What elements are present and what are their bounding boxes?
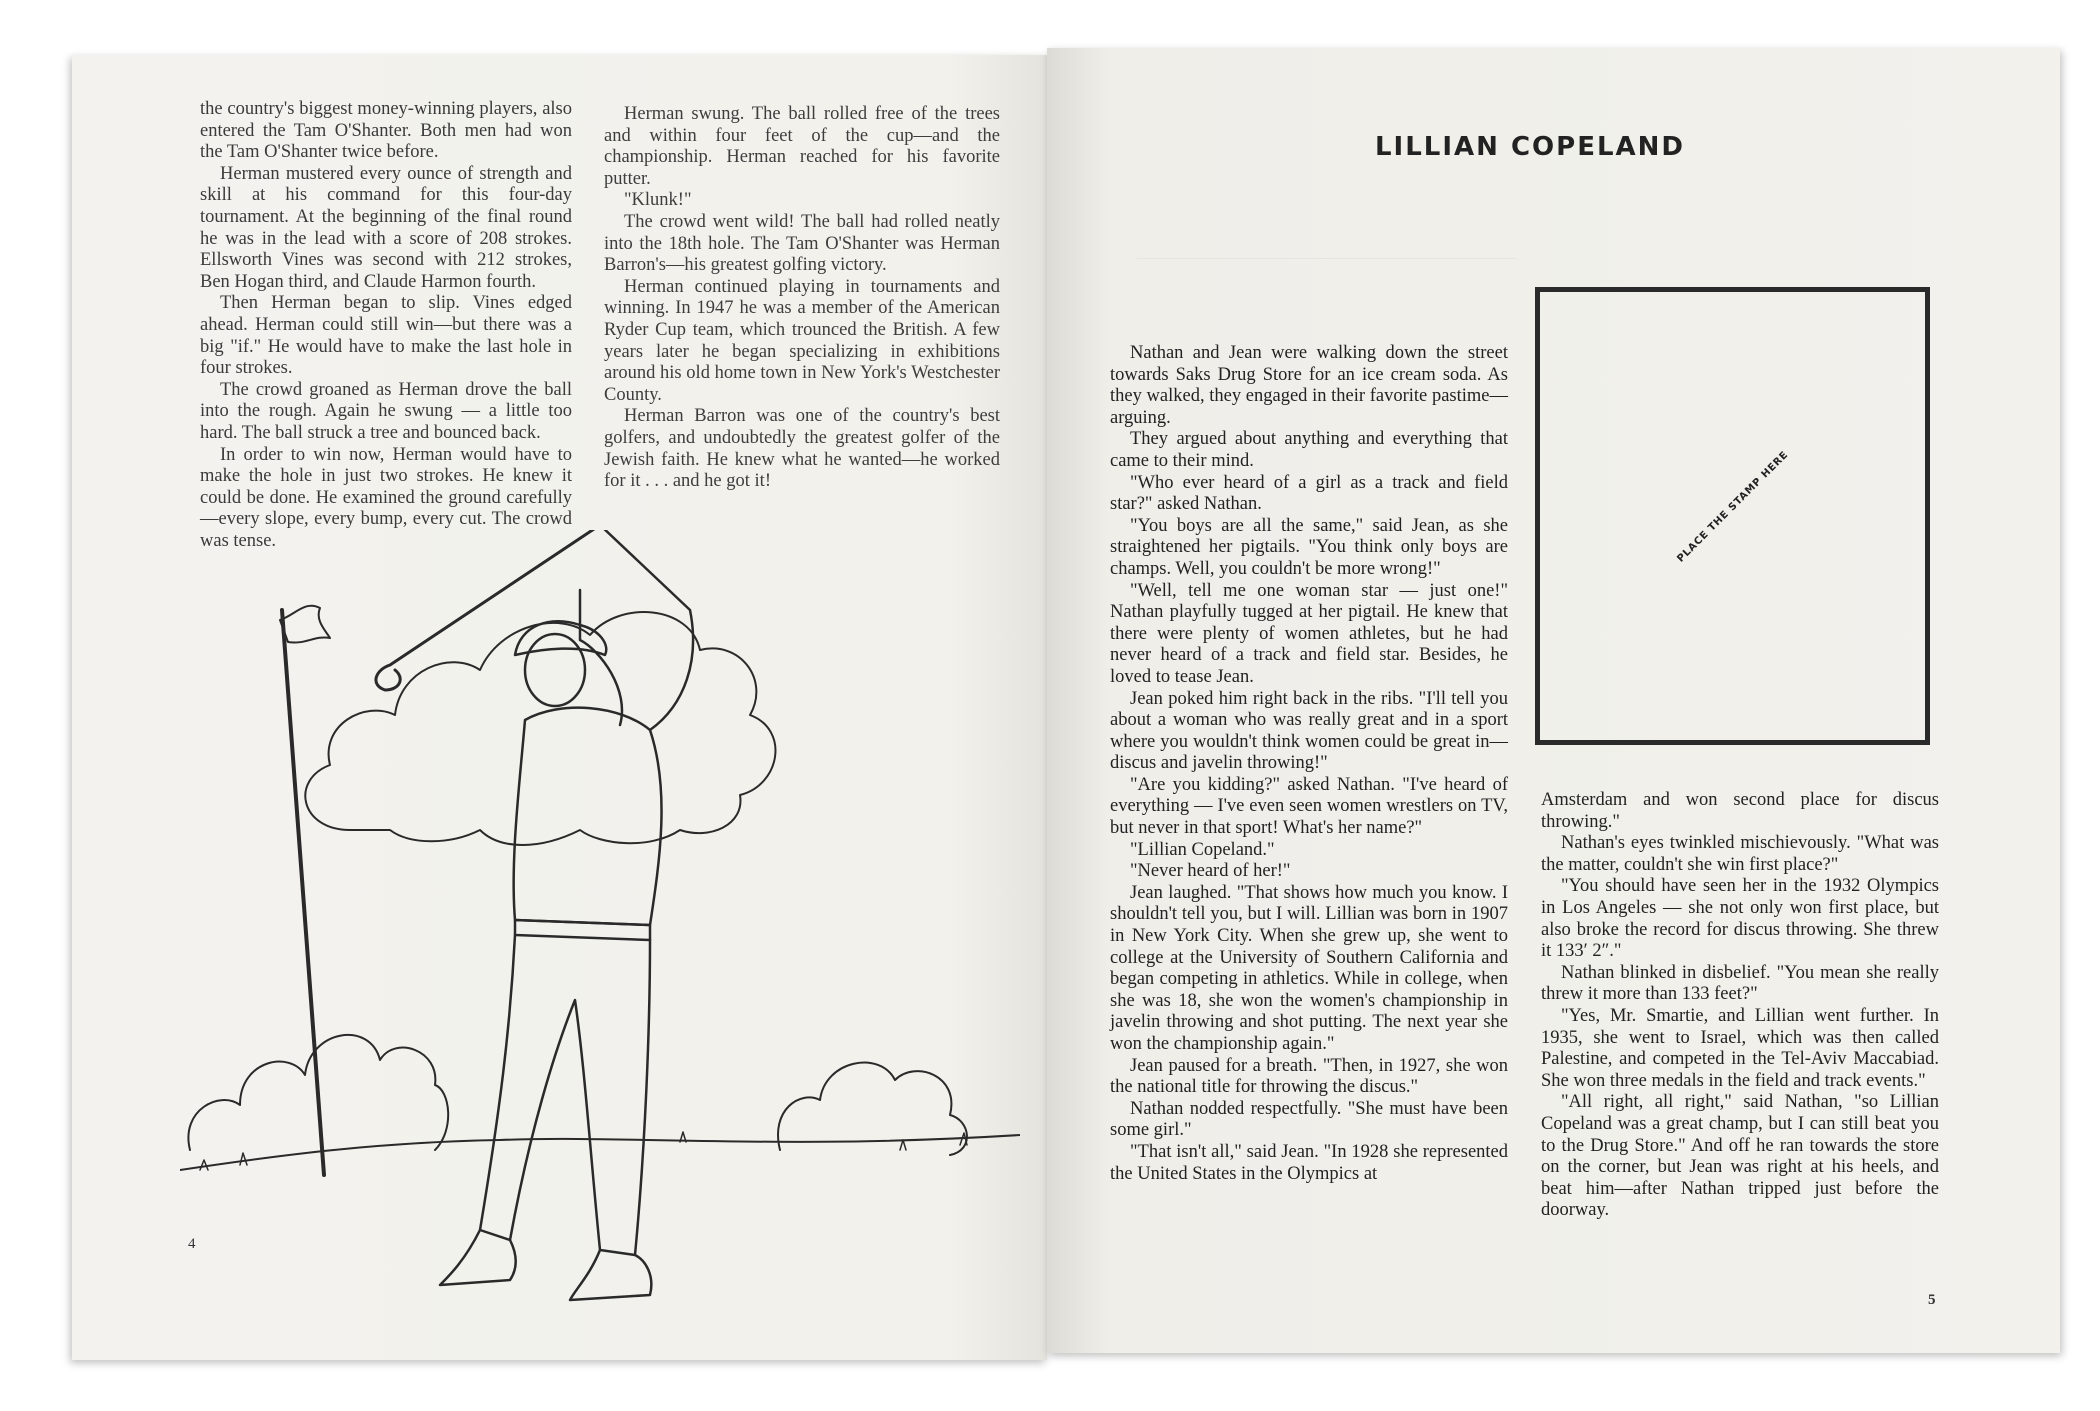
paragraph: Herman swung. The ball rolled free of the trees and within four feet of the cup—and the championship. Herman reached for his favorite putter. — [604, 104, 1000, 189]
golfer-arms — [580, 530, 693, 730]
paragraph: Then Herman began to slip. Vines edged ahead. Herman could still win—but there was a big "if." He would have to make the last hole in four strokes. — [200, 293, 572, 379]
paragraph: Jean paused for a breath. "Then, in 1927, she won the national title for throwing the discus." — [1110, 1055, 1508, 1098]
paragraph: The crowd went wild! The ball had rolled neatly into the 18th hole. The Tam O'Shanter was Herman Barron's—his greatest golfing victory. — [604, 211, 1000, 276]
paragraph: Nathan blinked in disbelief. "You mean she really threw it more than 133 feet?" — [1541, 962, 1939, 1005]
paragraph: "Are you kidding?" asked Nathan. "I've heard of everything — I've even seen women wrestlers on TV, but never in that sport! What's her name?" — [1110, 774, 1508, 839]
page-number-left: 4 — [188, 1236, 196, 1252]
paragraph: "You boys are all the same," said Jean, as she straightened her pigtails. "You think only boys are champs. Well, you couldn't be more wrong!" — [1110, 515, 1508, 579]
paragraph: Jean poked him right back in the ribs. "I'll tell you about a woman who was really great and in a sport where you wouldn't think women could be great in—discus and javelin throwing!" — [1110, 688, 1508, 774]
golfer-belt — [515, 920, 650, 940]
stamp-placeholder-box — [1535, 287, 1930, 745]
paragraph: "You should have seen her in the 1932 Olympics in Los Angeles — she not only won first place, but also broke the record for discus throwing. She threw it 133′ 2″." — [1541, 876, 1939, 962]
stamp-label: PLACE THE STAMP HERE — [1674, 449, 1791, 565]
golfer-torso — [514, 708, 662, 925]
paragraph: Herman mustered every ounce of strength and skill at his command for this four-day tournament. At the beginning of the final round he was in the lead with a score of 208 strokes. Ellsworth Vines was second with 212 strokes, Ben Hogan third, and Claude Harmon fourth. — [200, 163, 572, 292]
right-column-1 — [1110, 343, 1508, 1185]
page-number-right: 5 — [1928, 1292, 1936, 1308]
paragraph: In order to win now, Herman would have to make the hole in just two strokes. He knew it could be done. He examined the ground carefully—every slope, every bump, every cut. The crowd was tense. — [200, 444, 572, 551]
golfer-legs — [480, 935, 650, 1255]
paragraph: Amsterdam and won second place for discus throwing." — [1541, 790, 1939, 832]
paragraph: "All right, all right," said Nathan, "so Lillian Copeland was a great champ, but I can still beat you to the Drug Store." And off he ran towards the store on the corner, but Jean was right at his heels, and beat him—after Nathan tripped just before the doorway. — [1541, 1092, 1939, 1221]
paragraph: Herman continued playing in tournaments and winning. In 1947 he was a member of the American Ryder Cup team, which trounced the British. A few years later he began specializing in exhibitions around his old home town in New York's Westchester County. — [604, 276, 1000, 405]
paragraph: Nathan nodded respectfully. "She must have been some girl." — [1110, 1098, 1508, 1141]
golf-club — [376, 530, 600, 690]
faint-frame — [1137, 258, 1517, 329]
paragraph: "Lillian Copeland." — [1130, 839, 1275, 860]
ground-line — [180, 1135, 1020, 1170]
page-title: LILLIAN COPELAND — [1374, 132, 1685, 162]
paragraph: "Yes, Mr. Smartie, and Lillian went further. In 1935, she went to Israel, which was then called Palestine, and competed in the Tel-Aviv Maccabiad. She won three medals in the field and track events." — [1541, 1005, 1939, 1091]
golfer-shoes — [440, 1230, 651, 1300]
flag — [280, 606, 330, 643]
flag-pole — [282, 610, 324, 1175]
paragraph: Nathan's eyes twinkled mischievously. "What was the matter, couldn't she win first place?" — [1541, 833, 1939, 875]
cloud-outline — [305, 612, 775, 845]
golfer-head — [525, 634, 585, 706]
golfer-illustration — [180, 530, 1020, 1305]
paragraph: Herman Barron was one of the country's best golfers, and undoubtedly the greatest golfer of the Jewish faith. He knew what he wanted—he worked for it . . . and he got it! — [604, 406, 1000, 492]
left-column-1 — [200, 99, 572, 552]
paragraph: "That isn't all," said Jean. "In 1928 she represented the United States in the Olympics at — [1110, 1141, 1508, 1184]
paragraph: "Who ever heard of a girl as a track and field star?" asked Nathan. — [1110, 472, 1508, 515]
right-column-2 — [1541, 790, 1939, 1222]
paragraph: "Klunk!" — [624, 190, 692, 211]
left-column-2 — [604, 104, 1000, 493]
paragraph: Jean laughed. "That shows how much you know. I shouldn't tell you, but I will. Lillian was born in 1907 in New York City. When she grew up, she went to college at the University of Southern California and began competing in athletics. While in college, when she was 18, she won the women's championship in javelin throwing and shot putting. The next year she won the championship again." — [1110, 882, 1508, 1054]
paragraph: They argued about anything and everything that came to their mind. — [1110, 429, 1508, 471]
paragraph: "Never heard of her!" — [1130, 861, 1291, 882]
paragraph: "Well, tell me one woman star — just one!" Nathan playfully tugged at her pigtail. He knew that there were plenty of women athletes, but he had never heard of a track and field star. Besides, he loved to tease Jean. — [1110, 580, 1508, 687]
paragraph: the country's biggest money-winning players, also entered the Tam O'Shanter. Both men had won the Tam O'Shanter twice before. — [200, 99, 572, 163]
paragraph: The crowd groaned as Herman drove the ball into the rough. Again he swung — a little too hard. The ball struck a tree and bounced back. — [200, 379, 572, 443]
paragraph: Nathan and Jean were walking down the street towards Saks Drug Store for an ice cream soda. As they walked, they engaged in their favorite pastime—arguing. — [1110, 343, 1508, 428]
